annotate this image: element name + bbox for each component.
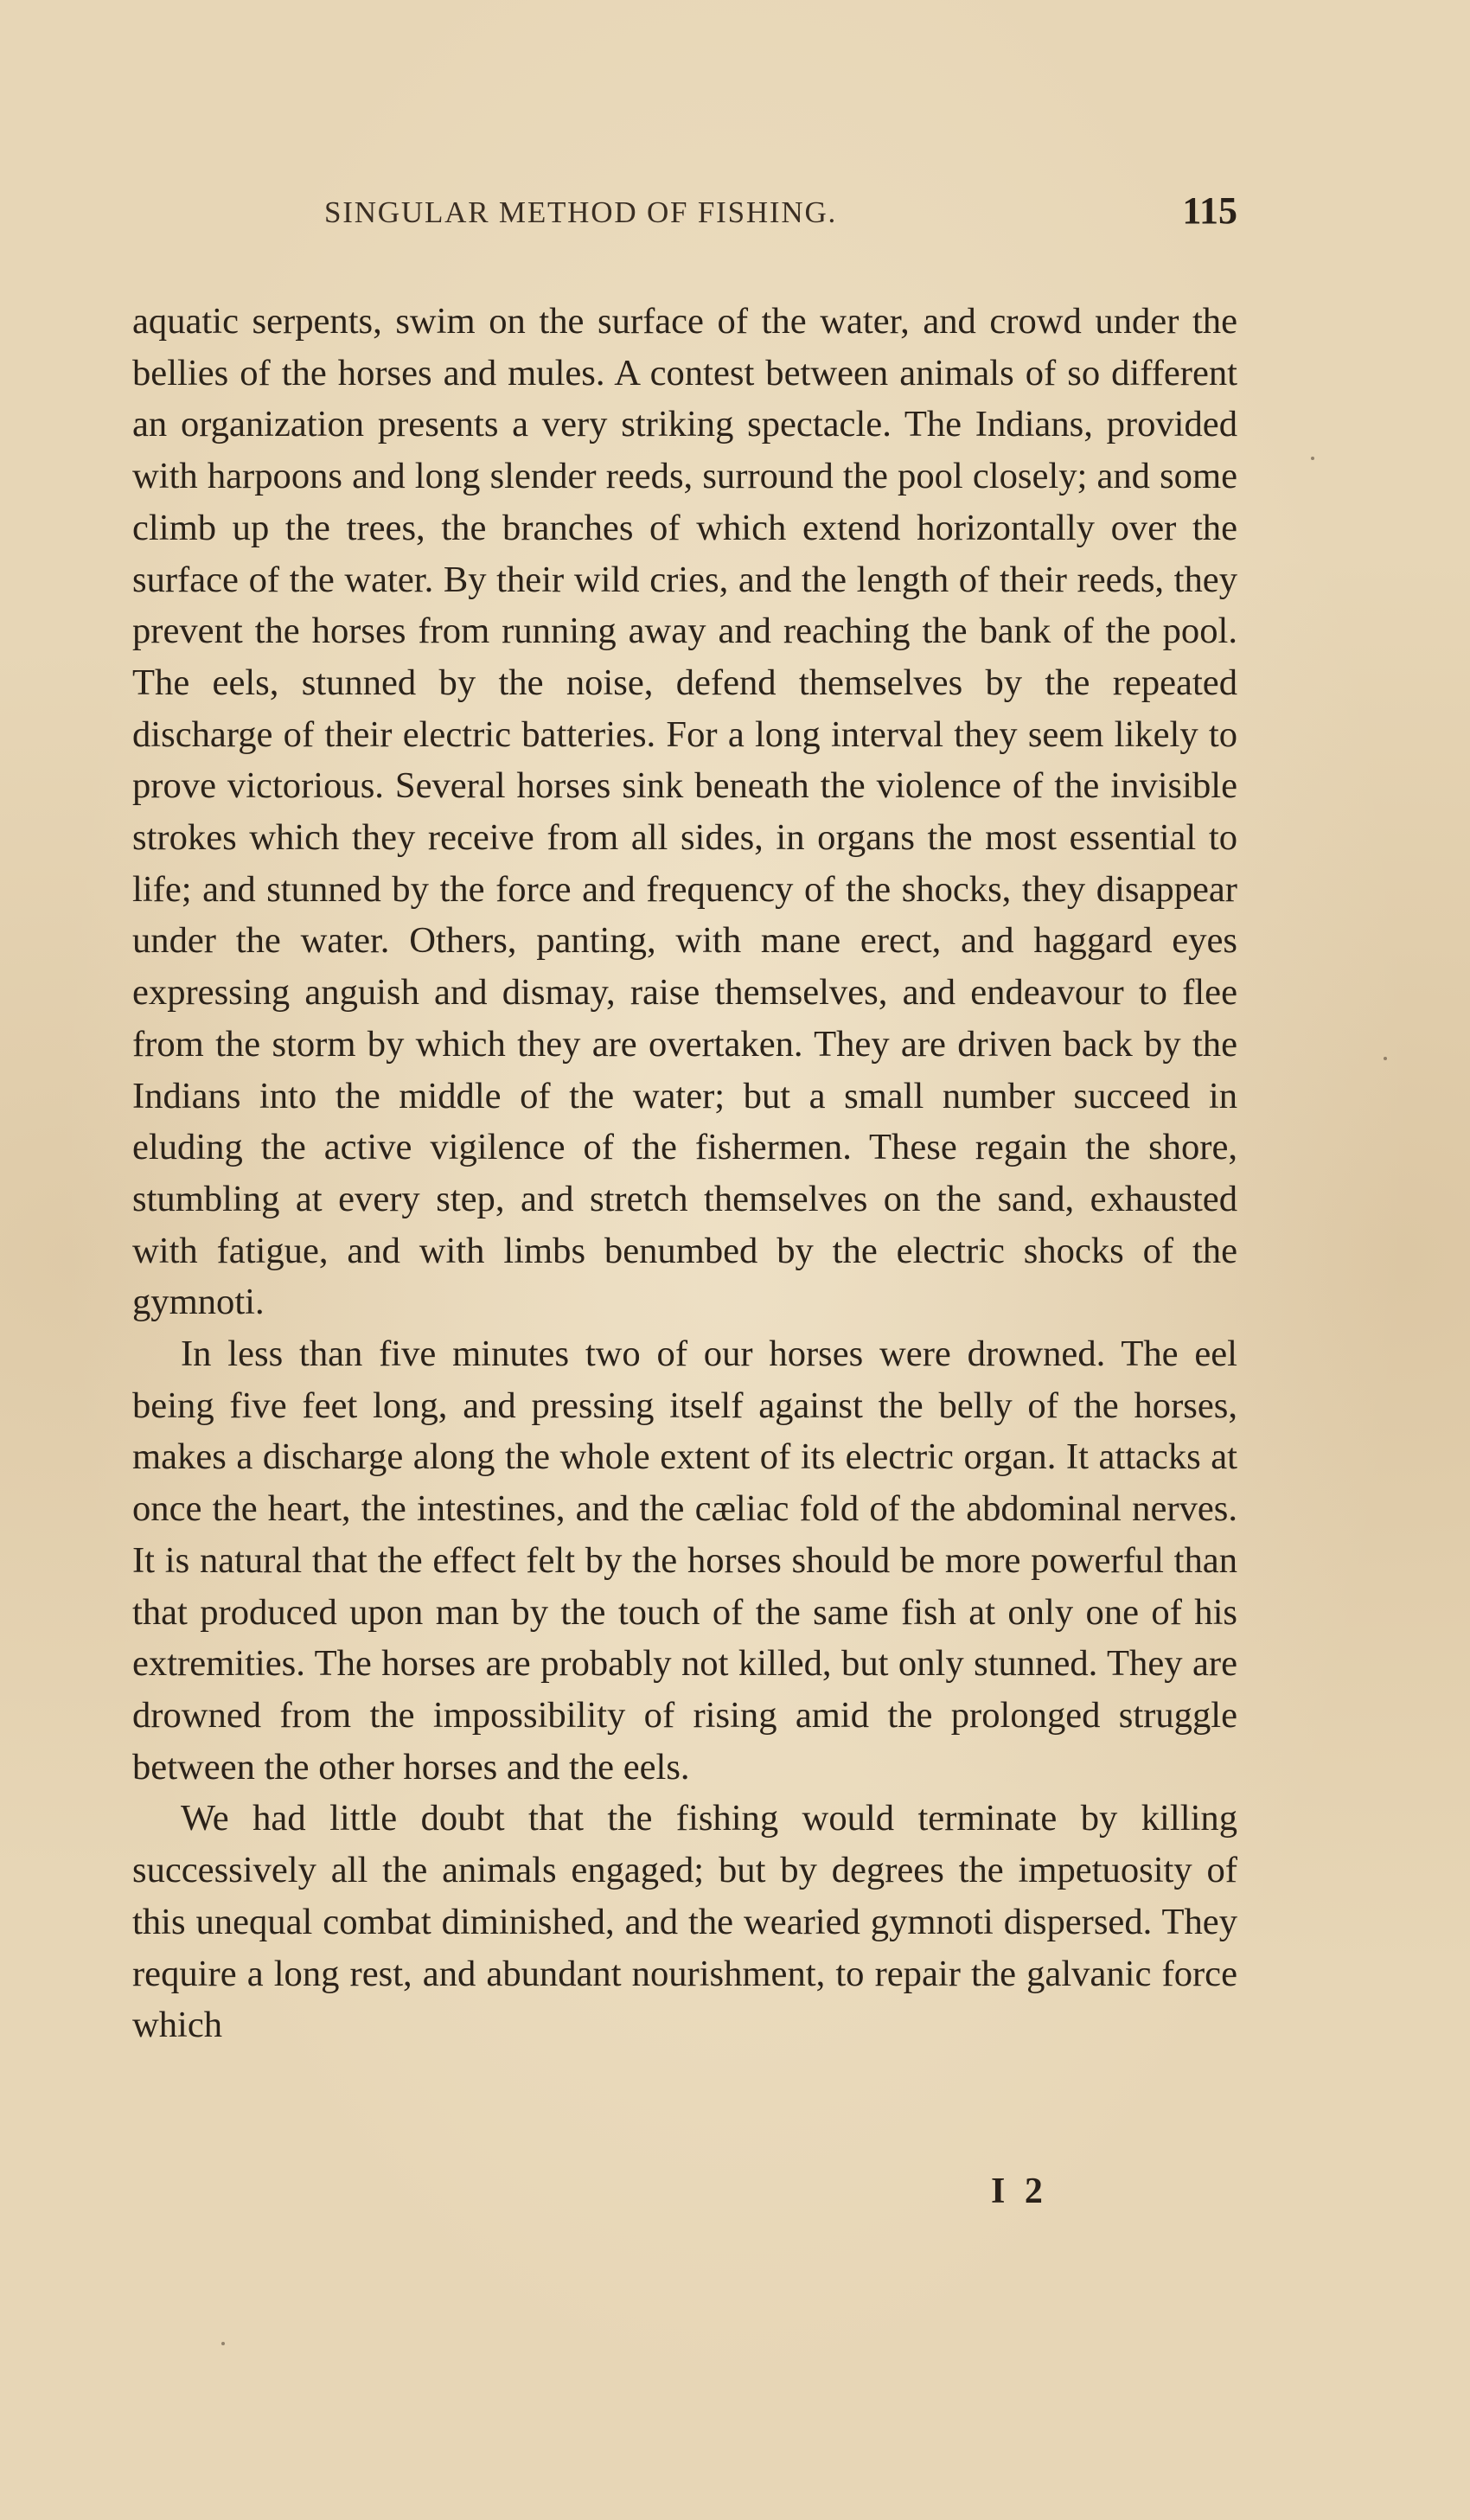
paper-speck [1384, 1057, 1387, 1060]
body-text [132, 296, 1237, 2051]
paper-speck [1311, 457, 1314, 460]
paragraph-2: In less than five minutes two of our horses were drowned. The eel being five feet long, and pressing itself against the belly of the horses, makes a discharge along the whole extent of its electric organ. It attacks at once the heart, the intestines, and the cæliac fold of the abdominal nerves. It is natural that the effect felt by the horses should be more powerful than that produced upon man by the touch of the same fish at only one of his extremities. The horses are probably not killed, but only stunned. They are drowned from the impossibility of rising amid the prolonged struggle between the other horses and the eels. [132, 1334, 1237, 1788]
paper-speck [221, 2342, 225, 2345]
page-header-title: SINGULAR METHOD OF FISHING. [324, 195, 838, 229]
signature-mark: I 2 [991, 2171, 1048, 2211]
book-page [132, 173, 1237, 2387]
paragraph-3: We had little doubt that the fishing would terminate by killing successively all the animals engaged; but by degrees the impetuosity of this unequal combat diminished, and the wearied gymnoti dispersed. They require a long rest, and abundant nourishment, to repair the galvanic force which [132, 1798, 1237, 2046]
page-number: 115 [1182, 189, 1237, 232]
paragraph-1: aquatic serpents, swim on the surface of the water, and crowd under the bellies of the horses and mules. A contest between animals of so different an organization presents a very striking spectacle. The Indians, provided with harpoons and long slender reeds, surround the pool closely; and some climb up the trees, the branches of which extend horizontally over the surface of the water. By their wild cries, and the length of their reeds, they prevent the horses from running away and reaching the bank of the pool. The eels, stunned by the noise, defend themselves by the repeated discharge of their electric batteries. For a long interval they seem likely to prove victorious. Several horses sink beneath the violence of the invisible strokes which they receive from all sides, in organs the most essential to life; and stunned by the force and frequency of the shocks, they disappear under the water. Others, panting, with mane erect, and haggard eyes expressing anguish and dismay, raise themselves, and endeavour to flee from the storm by which they are overtaken. They are driven back by the Indians into the middle of the water; but a small number succeed in eluding the active vigilence of the fishermen. These regain the shore, stumbling at every step, and stretch themselves on the sand, exhausted with fatigue, and with limbs benumbed by the electric shocks of the gymnoti. [132, 301, 1237, 1323]
running-head [132, 173, 1237, 242]
